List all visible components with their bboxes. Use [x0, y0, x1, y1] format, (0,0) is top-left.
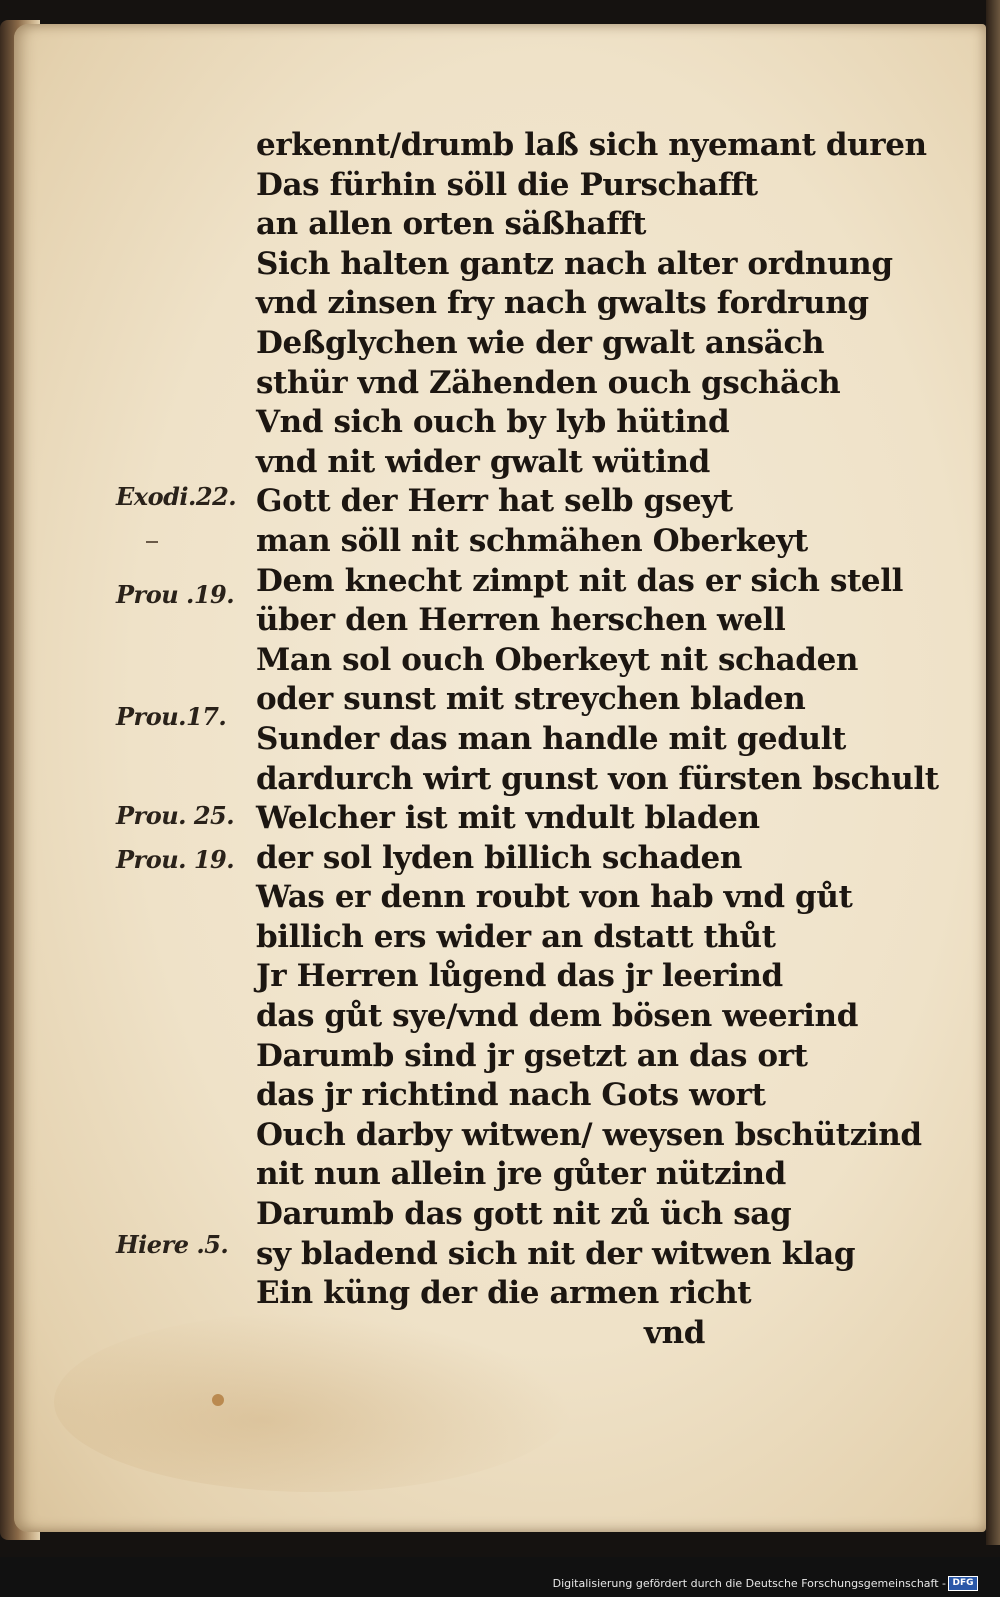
verse-text [256, 126, 939, 1353]
verse-line: nit nun allein jre gůter nützind [256, 1156, 786, 1193]
verse-line: Sunder das man handle mit gedult [256, 720, 846, 757]
verse-line: Vnd sich ouch by lyb hütind [256, 404, 730, 441]
verse-line: oder sunst mit streychen bladen [256, 681, 806, 718]
verse-line: Was er denn roubt von hab vnd gůt [256, 879, 853, 916]
verse-line: Jr Herren lůgend das jr leerind [256, 958, 783, 995]
margin-note-prou19: Prou .19. [116, 580, 235, 609]
margin-dash [146, 541, 158, 543]
margin-note-prou17: Prou.17. [116, 702, 227, 731]
verse-line: Dem knecht zimpt nit das er sich stell [256, 562, 904, 599]
verse-line: an allen orten säßhafft [256, 206, 647, 243]
verse-line: vnd zinsen fry nach gwalts fordrung [256, 285, 869, 322]
margin-note-hiere: Hiere .5. [116, 1230, 229, 1259]
verse-line: Das fürhin söll die Purschafft [256, 166, 758, 203]
verse-line: der sol lyden billich schaden [256, 839, 743, 876]
margin-note-exodi: Exodi.22. [116, 482, 237, 511]
verse-line: billich ers wider an dstatt thůt [256, 918, 776, 955]
verse-line: sthür vnd Zähenden ouch gschäch [256, 364, 841, 401]
margin-note-prou25: Prou. 25. [116, 801, 235, 830]
verse-line: sy bladend sich nit der witwen klag [256, 1235, 856, 1272]
ink-spot [212, 1394, 224, 1406]
verse-line: vnd nit wider gwalt wütind [256, 443, 710, 480]
verse-line: Deßglychen wie der gwalt ansäch [256, 324, 825, 361]
verse-line: Ouch darby witwen/ weysen bschützind [256, 1116, 922, 1153]
verse-line: Man sol ouch Oberkeyt nit schaden [256, 641, 859, 678]
verse-line: Welcher ist mit vndult bladen [256, 800, 760, 837]
verse-line: man söll nit schmähen Oberkeyt [256, 522, 808, 559]
book-right-edge [986, 0, 1000, 1545]
dfg-logo: DFG [948, 1576, 978, 1591]
verse-line: Darumb das gott nit zů üch sag [256, 1196, 792, 1233]
verse-line: das gůt sye/vnd dem bösen weerind [256, 998, 858, 1035]
verse-line: Darumb sind jr gsetzt an das ort [256, 1037, 808, 1074]
verse-line: dardurch wirt gunst von fürsten bschult [256, 760, 939, 797]
verse-line: Ein küng der die armen richt [256, 1275, 752, 1312]
digitization-credit: Digitalisierung gefördert durch die Deutsche Forschungsgemeinschaft - [552, 1577, 946, 1590]
verse-line: über den Herren herschen well [256, 602, 786, 639]
margin-note-prou19b: Prou. 19. [116, 845, 235, 874]
verse-line: das jr richtind nach Gots wort [256, 1077, 766, 1114]
verse-line: Sich halten gantz nach alter ordnung [256, 245, 893, 282]
verse-line: erkennt/drumb laß sich nyemant duren [256, 127, 927, 163]
verse-line: Gott der Herr hat selb gseyt [256, 483, 733, 520]
catchword: vnd [644, 1314, 706, 1351]
